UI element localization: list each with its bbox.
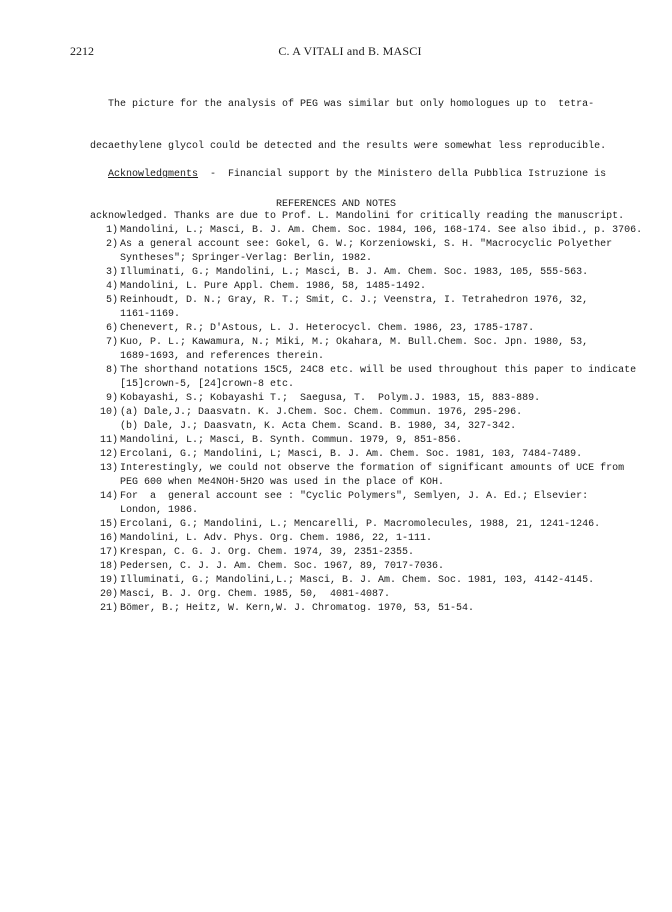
reference-text: (b) Dale, J.; Daasvatn, K. Acta Chem. Scand. B. 1980, 34, 327-342. <box>120 421 517 432</box>
reference-number: 2) <box>105 239 118 250</box>
reference-number: 19) <box>99 575 118 586</box>
reference-text: Illuminati, G.; Mandolini,L.; Masci, B. J. Am. Chem. Soc. 1981, 103, 4142-4145. <box>120 575 595 586</box>
references-title: REFERENCES AND NOTES <box>275 199 397 210</box>
reference-number: 9) <box>105 393 118 404</box>
reference-number: 4) <box>105 281 118 292</box>
reference-item <box>90 532 630 546</box>
reference-number: 11) <box>99 435 118 446</box>
reference-number: 1) <box>105 225 118 236</box>
reference-text: Ercolani, G.; Mandolini, L; Masci, B. J. Am. Chem. Soc. 1981, 103, 7484-7489. <box>120 449 583 460</box>
reference-text: Illuminati, G.; Mandolini, L.; Masci, B. J. Am. Chem. Soc. 1983, 105, 555-563. <box>120 267 589 278</box>
reference-text: As a general account see: Gokel, G. W.; Korzeniowski, S. H. "Macrocyclic Polyether <box>120 239 613 250</box>
acknowledgments-heading: Acknowledgments <box>108 169 199 180</box>
reference-text: London, 1986. <box>120 505 199 516</box>
reference-item <box>90 336 630 364</box>
reference-item <box>90 322 630 336</box>
reference-item <box>90 238 630 266</box>
reference-number: 18) <box>99 561 118 572</box>
reference-text: Chenevert, R.; D'Astous, L. J. Heterocycl. Chem. 1986, 23, 1785-1787. <box>120 323 535 334</box>
reference-item <box>90 588 630 602</box>
reference-text: [15]crown-5, [24]crown-8 etc. <box>120 379 295 390</box>
reference-number: 10) <box>99 407 118 418</box>
reference-text: Mandolini, L. Pure Appl. Chem. 1986, 58, 1485-1492. <box>120 281 427 292</box>
acknowledgments-line: acknowledged. Thanks are due to Prof. L. Mandolini for critically reading the manuscript. <box>90 211 625 222</box>
reference-text: Bömer, B.; Heitz, W. Kern,W. J. Chromatog. 1970, 53, 51-54. <box>120 603 475 614</box>
reference-text: Mandolini, L.; Masci, B. J. Am. Chem. Soc. 1984, 106, 168-174. See also ibid., p. 3706. <box>120 225 643 236</box>
reference-item <box>90 392 630 406</box>
reference-item <box>90 224 643 238</box>
reference-number: 3) <box>105 267 118 278</box>
reference-item <box>90 546 630 560</box>
reference-text: Interestingly, we could not observe the formation of significant amounts of UCE from <box>120 463 625 474</box>
reference-item <box>90 294 630 322</box>
reference-item <box>90 448 630 462</box>
acknowledgments-text: - Financial support by the Ministero della Pubblica Istruzione is <box>198 169 607 180</box>
reference-text: Syntheses"; Springer-Verlag: Berlin, 1982. <box>120 253 373 264</box>
reference-item <box>90 518 630 532</box>
reference-number: 14) <box>99 491 118 502</box>
reference-item <box>90 434 630 448</box>
reference-text: Krespan, C. G. J. Org. Chem. 1974, 39, 2351-2355. <box>120 547 415 558</box>
reference-text: Mandolini, L.; Masci, B. Synth. Commun. 1979, 9, 851-856. <box>120 435 463 446</box>
reference-text: PEG 600 when Me4NOH·5H2O was used in the place of KOH. <box>120 477 445 488</box>
reference-item <box>90 364 637 392</box>
reference-text: Kuo, P. L.; Kawamura, N.; Miki, M.; Okahara, M. Bull.Chem. Soc. Jpn. 1980, 53, <box>120 337 589 348</box>
reference-number: 20) <box>99 589 118 600</box>
acknowledgments-line <box>90 168 624 182</box>
reference-item <box>90 266 630 280</box>
paragraph-line: decaethylene glycol could be detected and the results were somewhat less reproducible. <box>90 141 607 152</box>
reference-number: 8) <box>105 365 118 376</box>
page-header <box>70 44 630 60</box>
reference-item <box>90 462 630 490</box>
reference-text: Kobayashi, S.; Kobayashi T.; Saegusa, T. Polym.J. 1983, 15, 883-889. <box>120 393 541 404</box>
reference-number: 21) <box>99 603 118 614</box>
references-list <box>90 224 643 616</box>
reference-text: Mandolini, L. Adv. Phys. Org. Chem. 1986, 22, 1-111. <box>120 533 433 544</box>
reference-number: 13) <box>99 463 118 474</box>
page-number: 2212 <box>70 44 94 58</box>
reference-item <box>90 490 630 518</box>
running-head-authors: C. A VITALI and B. MASCI <box>278 44 422 58</box>
reference-item <box>90 602 630 616</box>
paragraph-line: The picture for the analysis of PEG was similar but only homologues up to tetra- <box>90 99 595 110</box>
reference-text: Pedersen, C. J. J. Am. Chem. Soc. 1967, 89, 7017-7036. <box>120 561 445 572</box>
reference-number: 15) <box>99 519 118 530</box>
reference-text: For a general account see : "Cyclic Polymers", Semlyen, J. A. Ed.; Elsevier: <box>120 491 589 502</box>
reference-number: 6) <box>105 323 118 334</box>
reference-text: The shorthand notations 15C5, 24C8 etc. will be used throughout this paper to indicate <box>120 365 637 376</box>
reference-number: 17) <box>99 547 118 558</box>
reference-number: 5) <box>105 295 118 306</box>
reference-item <box>90 560 630 574</box>
reference-text: 1689-1693, and references therein. <box>120 351 325 362</box>
reference-text: Reinhoudt, D. N.; Gray, R. T.; Smit, C. J.; Veenstra, I. Tetrahedron 1976, 32, <box>120 295 589 306</box>
reference-text: Ercolani, G.; Mandolini, L.; Mencarelli, P. Macromolecules, 1988, 21, 1241-1246. <box>120 519 601 530</box>
reference-number: 12) <box>99 449 118 460</box>
reference-text: (a) Dale,J.; Daasvatn. K. J.Chem. Soc. Chem. Commun. 1976, 295-296. <box>120 407 523 418</box>
reference-item <box>90 574 630 588</box>
reference-text: Masci, B. J. Org. Chem. 1985, 50, 4081-4087. <box>120 589 391 600</box>
reference-number: 7) <box>105 337 118 348</box>
reference-number: 16) <box>99 533 118 544</box>
reference-item <box>90 280 630 294</box>
reference-item <box>90 406 630 434</box>
reference-text: 1161-1169. <box>120 309 181 320</box>
